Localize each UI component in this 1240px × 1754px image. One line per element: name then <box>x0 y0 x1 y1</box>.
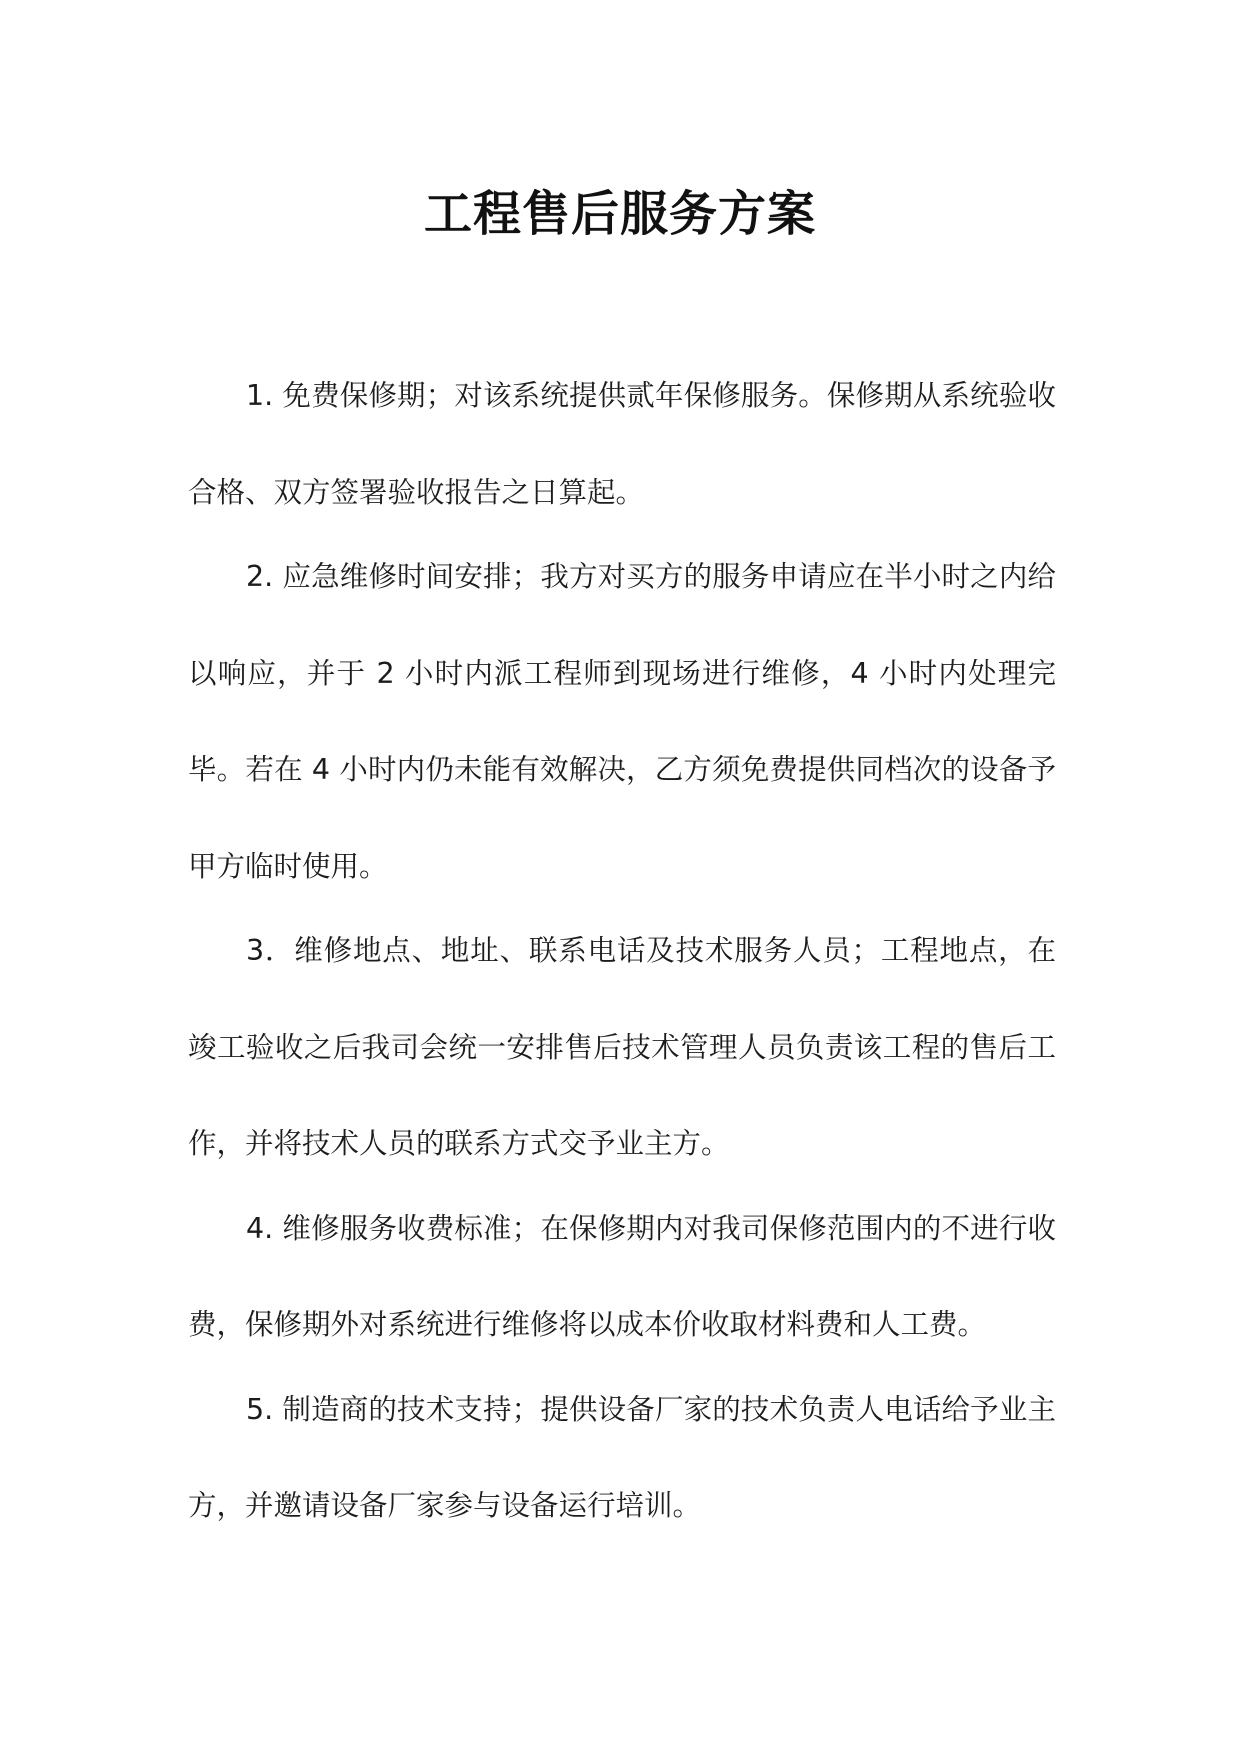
paragraph-emergency-repair: 2. 应急维修时间安排；我方对买方的服务申请应在半小时之内给以响应，并于 2 小时内派工程师到现场进行维修，4 小时内处理完毕。若在 4 小时内仍未能有效解决，乙方须免费提供同档次的设备予甲方临时使用。 <box>188 560 1056 883</box>
document-title: 工程售后服务方案 <box>423 186 816 242</box>
paragraph-repair-fees: 4. 维修服务收费标准；在保修期内对我司保修范围内的不进行收费，保修期外对系统进行维修将以成本价收取材料费和人工费。 <box>188 1211 1056 1341</box>
paragraph-manufacturer-support: 5. 制造商的技术支持；提供设备厂家的技术负责人电话给予业主方，并邀请设备厂家参与设备运行培训。 <box>188 1392 1056 1522</box>
paragraph-repair-location-contacts: 3．维修地点、地址、联系电话及技术服务人员；工程地点，在竣工验收之后我司会统一安排售后技术管理人员负责该工程的售后工作，并将技术人员的联系方式交予业主方。 <box>188 934 1056 1160</box>
paragraph-warranty-period: 1. 免费保修期；对该系统提供贰年保修服务。保修期从系统验收合格、双方签署验收报告之日算起。 <box>188 379 1056 509</box>
document-body <box>188 348 1056 1555</box>
